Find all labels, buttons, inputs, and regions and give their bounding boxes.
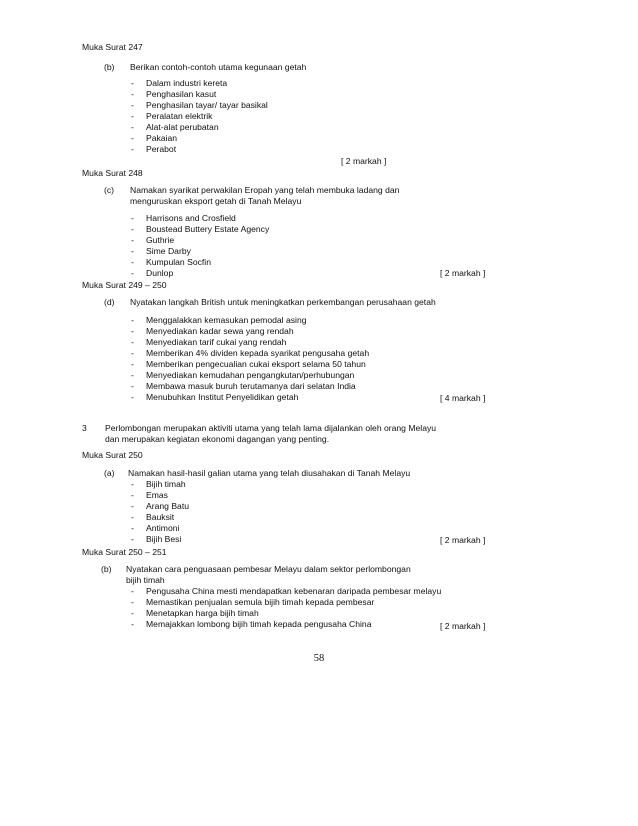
marks-label: [ 2 markah ]: [440, 621, 486, 631]
list-dash: -: [131, 111, 134, 121]
list-item: Peralatan elektrik: [146, 111, 213, 121]
list-item: Sime Darby: [146, 246, 191, 256]
question-text-cont: menguruskan eksport getah di Tanah Melayu: [130, 196, 302, 206]
list-item: Guthrie: [146, 235, 175, 245]
list-dash: -: [131, 392, 134, 402]
page-ref-250-251: Muka Surat 250 – 251: [82, 547, 167, 557]
question-text: Namakan hasil-hasil galian utama yang telah diusahakan di Tanah Melayu: [128, 468, 411, 478]
list-dash: -: [131, 523, 134, 533]
question-label-b: (b): [104, 62, 115, 72]
list-item: Bauksit: [146, 512, 175, 522]
list-dash: -: [131, 359, 134, 369]
list-dash: -: [131, 619, 134, 629]
page-ref-250: Muka Surat 250: [82, 450, 143, 460]
question-number: 3: [82, 423, 87, 433]
list-dash: -: [131, 326, 134, 336]
list-item: Bijih Besi: [146, 534, 182, 544]
question-text: Namakan syarikat perwakilan Eropah yang telah membuka ladang dan: [130, 185, 400, 195]
list-dash: -: [131, 224, 134, 234]
marks-label: [ 4 markah ]: [440, 393, 486, 403]
list-dash: -: [131, 490, 134, 500]
marks-label: [ 2 markah ]: [440, 268, 486, 278]
list-dash: -: [131, 348, 134, 358]
list-dash: -: [131, 586, 134, 596]
list-dash: -: [131, 370, 134, 380]
question-intro: Perlombongan merupakan aktiviti utama yang telah lama dijalankan oleh orang Melayu: [105, 423, 437, 433]
question-text-cont: bijih timah: [126, 575, 165, 585]
question-label-c: (c): [104, 185, 115, 195]
list-dash: -: [131, 100, 134, 110]
list-dash: -: [131, 235, 134, 245]
list-item: Perabot: [146, 144, 177, 154]
list-dash: -: [131, 337, 134, 347]
list-dash: -: [131, 315, 134, 325]
list-item: Menyediakan tarif cukai yang rendah: [146, 337, 287, 347]
marks-label: [ 2 markah ]: [440, 535, 486, 545]
list-dash: -: [131, 381, 134, 391]
list-dash: -: [131, 213, 134, 223]
page-ref-249-250: Muka Surat 249 – 250: [82, 280, 167, 290]
list-dash: -: [131, 133, 134, 143]
list-item: Penghasilan tayar/ tayar basikal: [146, 100, 268, 110]
list-item: Alat-alat perubatan: [146, 122, 219, 132]
list-item: Memastikan penjualan semula bijih timah kepada pembesar: [146, 597, 375, 607]
list-dash: -: [131, 122, 134, 132]
list-dash: -: [131, 608, 134, 618]
list-dash: -: [131, 501, 134, 511]
list-item: Dalam industri kereta: [146, 78, 228, 88]
question-label-d: (d): [104, 297, 115, 307]
list-item: Kumpulan Socfin: [146, 257, 211, 267]
list-item: Pakaian: [146, 133, 178, 143]
question-text: Nyatakan langkah British untuk meningkatkan perkembangan perusahaan getah: [130, 297, 436, 307]
list-item: Membawa masuk buruh terutamanya dari selatan India: [146, 381, 356, 391]
list-item: Harrisons and Crosfield: [146, 213, 236, 223]
list-dash: -: [131, 257, 134, 267]
list-dash: -: [131, 597, 134, 607]
question-text: Berikan contoh-contoh utama kegunaan getah: [130, 62, 307, 72]
page-number: 58: [313, 653, 325, 664]
list-item: Arang Batu: [146, 501, 189, 511]
list-item: Memberikan 4% dividen kepada syarikat pengusaha getah: [146, 348, 370, 358]
list-item: Bijih timah: [146, 479, 186, 489]
list-dash: -: [131, 512, 134, 522]
list-item: Menggalakkan kemasukan pemodal asing: [146, 315, 307, 325]
question-label-a: (a): [104, 468, 115, 478]
list-dash: -: [131, 89, 134, 99]
list-item: Penghasilan kasut: [146, 89, 217, 99]
question-intro-cont: dan merupakan kegiatan ekonomi dagangan yang penting.: [105, 434, 330, 444]
question-text: Nyatakan cara penguasaan pembesar Melayu dalam sektor perlombongan: [126, 564, 411, 574]
list-item: Emas: [146, 490, 168, 500]
list-dash: -: [131, 479, 134, 489]
list-dash: -: [131, 268, 134, 278]
list-dash: -: [131, 78, 134, 88]
list-item: Menyediakan kemudahan pengangkutan/perhubungan: [146, 370, 355, 380]
list-item: Memajakkan lombong bijih timah kepada pengusaha China: [146, 619, 372, 629]
list-item: Boustead Buttery Estate Agency: [146, 224, 270, 234]
list-dash: -: [131, 534, 134, 544]
list-item: Dunlop: [146, 268, 174, 278]
list-dash: -: [131, 144, 134, 154]
page-ref-247: Muka Surat 247: [82, 42, 143, 52]
list-item: Pengusaha China mesti mendapatkan kebenaran daripada pembesar melayu: [146, 586, 442, 596]
list-item: Menyediakan kadar sewa yang rendah: [146, 326, 294, 336]
list-item: Menubuhkan Institut Penyelidikan getah: [146, 392, 299, 402]
list-item: Antimoni: [146, 523, 180, 533]
question-label-b: (b): [101, 564, 112, 574]
list-item: Memberikan pengecualian cukai eksport selama 50 tahun: [146, 359, 366, 369]
marks-label: [ 2 markah ]: [341, 156, 387, 166]
list-dash: -: [131, 246, 134, 256]
page-ref-248: Muka Surat 248: [82, 168, 143, 178]
list-item: Menetapkan harga bijih timah: [146, 608, 259, 618]
